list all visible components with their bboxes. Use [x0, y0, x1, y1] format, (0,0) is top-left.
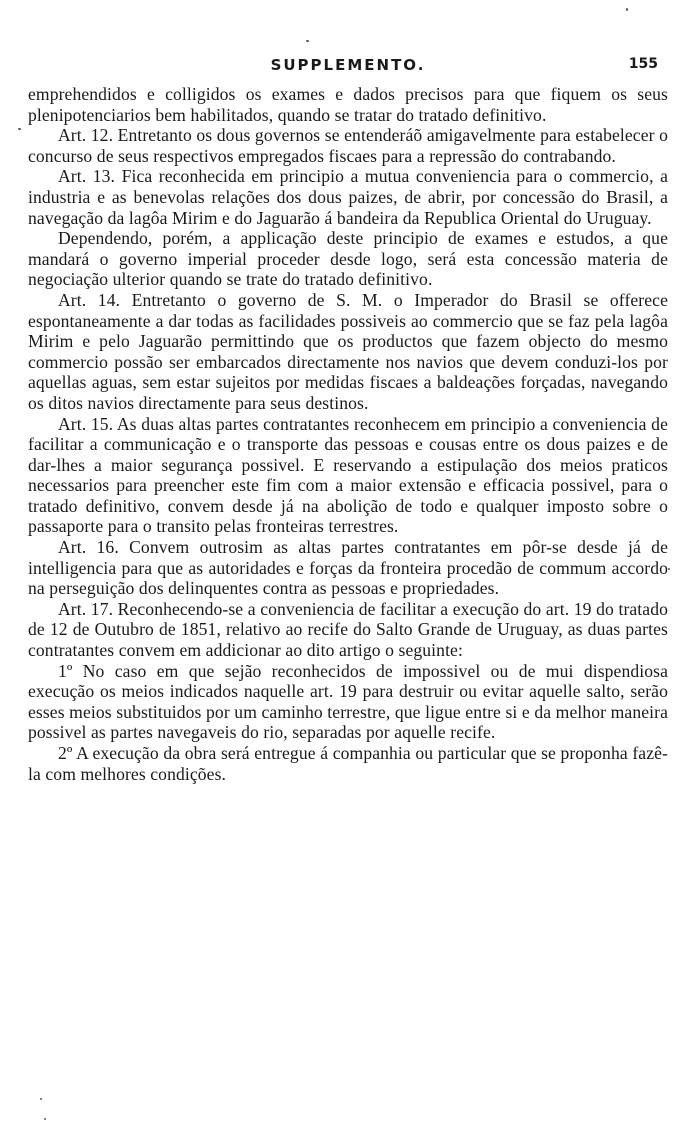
document-page — [28, 56, 668, 784]
paragraph-art-17: Art. 17. Reconhecendo-se a conveniencia de facilitar a execução do art. 19 do tratado de 12 de Outubro de 1851, relativo ao recife do Salto Grande de Uruguay, as duas partes contratantes convem em addicionar ao dito artigo o seguinte: — [28, 598, 668, 661]
paragraph-art-12: Art. 12. Entretanto os dous governos se entenderáõ amigavelmente para estabelecer o concurso de seus respectivos empregados fiscaes para a repressão do contrabando. — [28, 125, 668, 166]
paragraph-item-1: 1º No caso em que sejão reconhecidos de impossivel ou de mui dispendiosa execução os meios indicados naquelle art. 19 para destruir ou evitar aquelle salto, serão esses meios substituidos por um caminho terrestre, que ligue entre si e da melhor maneira possivel as partes navegaveis do rio, separadas por aquelle recife. — [28, 660, 668, 743]
paragraph-item-2: 2º A execução da obra será entregue á companhia ou particular que se proponha fazê-la com melhores condições. — [28, 743, 668, 784]
page-number: 155 — [628, 56, 658, 72]
paragraph-art-13: Art. 13. Fica reconhecida em principio a mutua conveniencia para o commercio, a industria e as benevolas relações dos dous paizes, de abrir, por concessão do Brasil, a navegação da lagôa Mirim e do Jaguarão á bandeira da Republica Oriental do Uruguay. — [28, 166, 668, 228]
paragraph-art-14: Art. 14. Entretanto o governo de S. M. o Imperador do Brasil se offerece espontaneamente a dar todas as facilidades possiveis ao commercio que se faz pela lagôa Mirim e pelo Jaguarão permittindo que os productos que fazem objecto do mesmo commercio possão ser embarcados directamente nos navios que devem conduzi-los por aquellas aguas, sem estar sujeitos por medidas fiscaes a baldeações forçadas, navegando os ditos navios directamente para seus destinos. — [28, 289, 668, 413]
paragraph-art-15: Art. 15. As duas altas partes contratantes reconhecem em principio a conveniencia de facilitar a communicação e o transporte das pessoas e cousas entre os dous paizes e de dar-lhes a maior segurança possivel. E reservando a estipulação dos meios praticos necessarios para preencher este fim com a maior extensão e efficacia possivel, para o tratado definitivo, convem desde já na abolição de todo e qualquer imposto sobre o passaporte para o transito pelas fronteiras terrestres. — [28, 413, 668, 537]
running-header — [28, 56, 668, 84]
paragraph-art-13-cont: Dependendo, porém, a applicação deste principio de exames e estudos, a que mandará o governo imperial proceder desde logo, será esta concessão materia de negociação ulterior quando se trate do tratado definitivo. — [28, 228, 668, 290]
paragraph-continuation: emprehendidos e colligidos os exames e dados precisos para que fiquem os seus plenipotenciarios bem habilitados, quando se tratar do tratado definitivo. — [28, 84, 668, 125]
body-text — [28, 84, 668, 784]
paragraph-art-16: Art. 16. Convem outrosim as altas partes contratantes em pôr-se desde já de intelligencia para que as autoridades e forças da fronteira procedão de commum accordo na perseguição dos delinquentes contra as pessoas e propriedades. — [28, 537, 668, 599]
page-title: SUPPLEMENTO. — [270, 56, 426, 74]
